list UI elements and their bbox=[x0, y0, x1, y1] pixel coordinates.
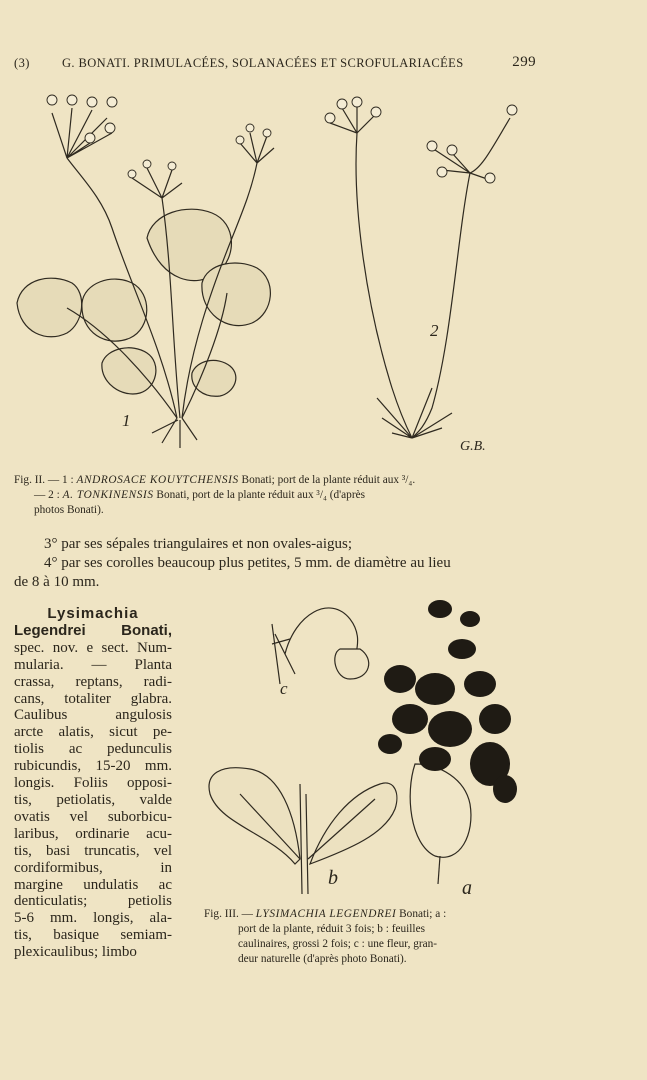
flower bbox=[87, 97, 97, 107]
flower bbox=[47, 95, 57, 105]
species-line-13: laribus, ordinarie acu- bbox=[14, 825, 172, 842]
fig2-cap-line3: photos Bonati). bbox=[34, 504, 104, 516]
figure-3-illustration bbox=[200, 594, 530, 899]
species-line-11: tis, petiolatis, valde bbox=[14, 791, 172, 808]
species-line-0: Lysimachia bbox=[47, 605, 139, 622]
fig3-cap-species: LYSIMACHIA LEGENDREI bbox=[255, 908, 397, 920]
flower bbox=[507, 105, 517, 115]
fig2-cap-species2: A. TONKINENSIS bbox=[62, 489, 154, 501]
species-line-2: spec. nov. e sect. Num- bbox=[14, 639, 172, 656]
species-line-20: plexicaulibus; limbo bbox=[14, 944, 137, 961]
flower bbox=[107, 97, 117, 107]
leaf-b-right bbox=[310, 783, 397, 864]
plant-label-1: 1 bbox=[122, 411, 131, 430]
flower bbox=[263, 129, 271, 137]
flower bbox=[67, 95, 77, 105]
running-title: G. BONATI. PRIMULACÉES, SOLANACÉES ET SCROFULARIACÉES bbox=[62, 56, 464, 70]
fig2-cap-species1: ANDROSACE KOUYTCHENSIS bbox=[76, 474, 239, 486]
flower bbox=[337, 99, 347, 109]
species-line-4: crassa, reptans, radi- bbox=[14, 673, 172, 690]
artist-signature: G.B. bbox=[460, 439, 486, 454]
flower bbox=[85, 133, 95, 143]
species-line-3: mularia. — Planta bbox=[14, 656, 172, 673]
species-line-18: 5-6 mm. longis, ala- bbox=[14, 910, 172, 927]
leaf-1f bbox=[192, 360, 236, 396]
fig3-cap-line4: deur naturelle (d'après photo Bonati). bbox=[238, 953, 407, 965]
species-line-8: tiolis ac pedunculis bbox=[14, 741, 172, 758]
figure-2-illustration bbox=[12, 88, 532, 460]
fig3-cap-prefix: Fig. III. — bbox=[204, 908, 256, 920]
species-line-19: tis, basique semiam- bbox=[14, 927, 172, 944]
flower bbox=[128, 170, 136, 178]
species-line-10: longis. Foliis opposi- bbox=[14, 775, 172, 792]
species-line-14: tis, basi truncatis, vel bbox=[14, 842, 172, 859]
figure-3-label-a: a bbox=[462, 877, 472, 899]
point-3: 3° par ses sépales triangulaires et non ovales-aigus; bbox=[44, 536, 352, 552]
flower bbox=[485, 173, 495, 183]
species-line-6: Caulibus angulosis bbox=[14, 707, 172, 724]
figure-3-drawing bbox=[200, 594, 530, 899]
species-line-7: arcte alatis, sicut pe- bbox=[14, 724, 172, 741]
fig2-cap-prefix1: Fig. II. — 1 : bbox=[14, 474, 77, 486]
flower bbox=[371, 107, 381, 117]
figure-2-caption bbox=[14, 473, 534, 518]
figure-3-label-b: b bbox=[328, 867, 338, 889]
flower bbox=[168, 162, 176, 170]
species-description bbox=[14, 606, 172, 961]
species-line-17: denticulatis; petiolis bbox=[14, 893, 172, 910]
leaf-1d bbox=[202, 263, 270, 326]
header-left-number: (3) bbox=[14, 56, 30, 70]
flower bbox=[325, 113, 335, 123]
fig2-cap-prefix2: — 2 : bbox=[34, 489, 63, 501]
species-line-1: Legendrei Bonati, bbox=[14, 621, 172, 639]
flower bbox=[352, 97, 362, 107]
diagnostic-points bbox=[14, 535, 534, 592]
fig2-cap-rest2: Bonati, port de la plante réduit aux ³/₄ (d'après bbox=[153, 489, 365, 501]
species-line-16: margine undulatis ac bbox=[14, 876, 172, 893]
species-line-9: rubicundis, 15-20 mm. bbox=[14, 758, 172, 775]
species-line-15: cordiformibus, in bbox=[14, 859, 172, 876]
point-4a: 4° par ses corolles beaucoup plus petites, 5 mm. de diamètre au lieu bbox=[44, 555, 451, 571]
fig3-cap-line2: port de la plante, réduit 3 fois; b : feuilles bbox=[238, 923, 425, 935]
leaf-b-left bbox=[209, 768, 300, 864]
page-number: 299 bbox=[512, 54, 536, 70]
fig3-cap-line3: caulinaires, grossi 2 fois; c : une fleur, gran- bbox=[238, 938, 438, 950]
leaf-1a bbox=[17, 278, 82, 337]
figure-3-label-c: c bbox=[280, 679, 288, 698]
flower bbox=[236, 136, 244, 144]
figure-2-drawing bbox=[12, 88, 532, 460]
flower bbox=[437, 167, 447, 177]
leaf-1b bbox=[82, 279, 147, 341]
running-header bbox=[14, 52, 536, 74]
flower bbox=[143, 160, 151, 168]
flower bbox=[447, 145, 457, 155]
flower bbox=[427, 141, 437, 151]
fig2-cap-rest1: Bonati; port de la plante réduit aux ³/₄. bbox=[238, 474, 416, 486]
flower bbox=[246, 124, 254, 132]
leaf-1e bbox=[102, 348, 156, 394]
fig3-cap-rest1: Bonati; a : bbox=[396, 908, 447, 920]
species-line-12: ovatis vel suborbicu- bbox=[14, 808, 172, 825]
flower bbox=[105, 123, 115, 133]
species-line-5: cans, totaliter glabra. bbox=[14, 690, 172, 707]
point-4b: de 8 à 10 mm. bbox=[14, 574, 100, 590]
figure-3-caption bbox=[204, 907, 534, 967]
plant-label-2: 2 bbox=[430, 321, 439, 340]
